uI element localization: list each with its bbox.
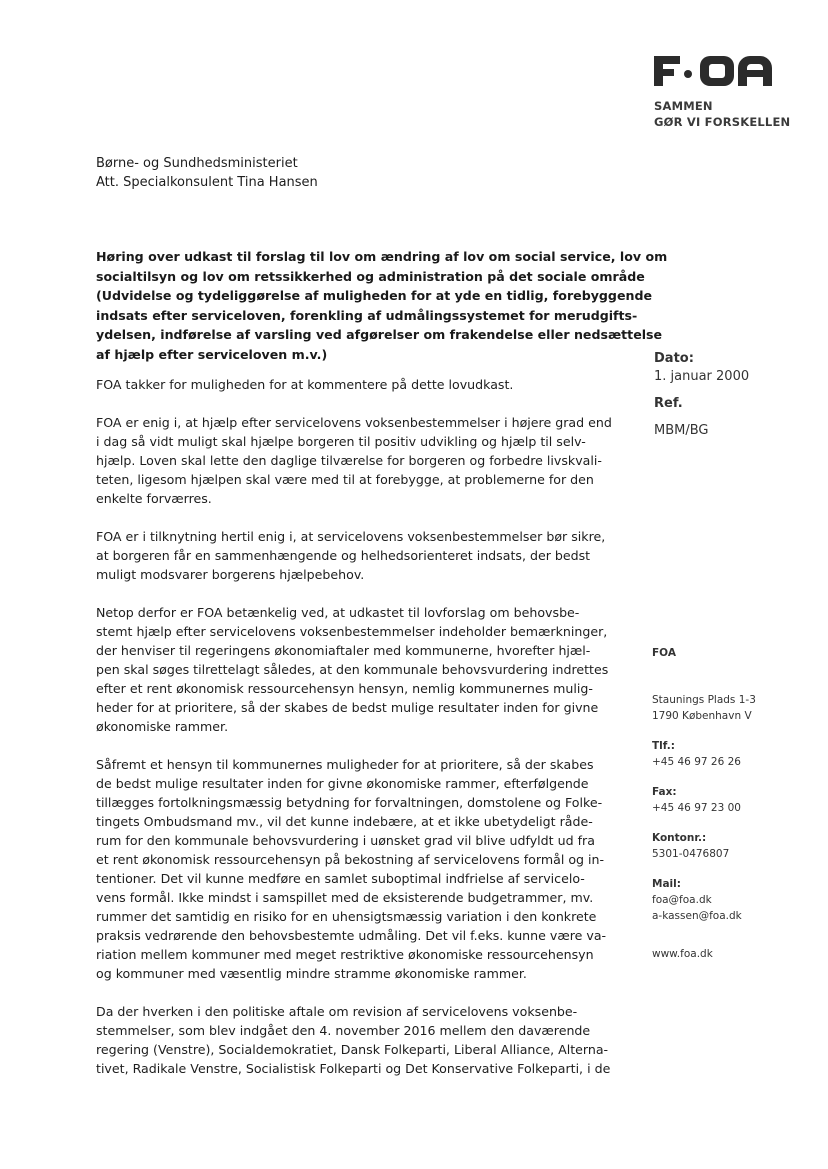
contact-org: FOA: [652, 647, 676, 659]
paragraph-2: [96, 413, 616, 508]
body-line: teten, ligesom hjælpen skal være med til at forebygge, at problemerne for den: [96, 472, 594, 487]
body-line: pen skal søges tilrettelagt således, at den kommunale behovsvurdering indrettes: [96, 662, 609, 677]
paragraph-5: [96, 755, 616, 983]
phone-value: +45 46 97 26 26: [652, 756, 741, 768]
tagline-line-1: SAMMEN: [654, 99, 713, 113]
foa-logo: [652, 54, 776, 88]
logo-tagline: [654, 98, 790, 130]
body-line: efter et rent økonomisk ressourcehensyn hensyn, nemlig kommunernes mulig-: [96, 681, 593, 696]
body-line: praksis vedrørende den behovsbestemte udmåling. Det vil f.eks. kunne være va-: [96, 928, 607, 943]
fax-label: Fax:: [652, 786, 677, 798]
paragraph-3: [96, 527, 616, 584]
date-value: 1. januar 2000: [654, 369, 750, 384]
body-line: tivet, Radikale Venstre, Socialistisk Folkeparti og Det Konservative Folkeparti, i de: [96, 1061, 611, 1076]
recipient-line-1: Børne- og Sundhedsministeriet: [96, 156, 298, 171]
fax-value: +45 46 97 23 00: [652, 802, 741, 814]
body-line: FOA er i tilknytning hertil enig i, at servicelovens voksenbestemmelser bør sikre,: [96, 529, 606, 544]
body-line: FOA er enig i, at hjælp efter servicelovens voksenbestemmelser i højere grad end: [96, 415, 612, 430]
body-line: stemt hjælp efter servicelovens voksenbestemmelser indeholder bemærkninger,: [96, 624, 608, 639]
body-line: de bedst mulige resultater inden for givne økonomiske rammer, efterfølgende: [96, 776, 589, 791]
tagline-line-2: GØR VI FORSKELLEN: [654, 115, 791, 129]
body-line: heder for at prioritere, så der skabes de bedst mulige resultater inden for givne: [96, 700, 599, 715]
ref-value: MBM/BG: [654, 423, 709, 438]
body-line: vens formål. Ikke mindst i samspillet med de eksisterende budgetrammer, mv.: [96, 890, 594, 905]
body-line: riation mellem kommuner med meget restriktive økonomiske ressourcehensyn: [96, 947, 594, 962]
paragraph-6: [96, 1002, 616, 1078]
body-line: i dag så vidt muligt skal hjælpe borgeren til positiv udvikling og hjælp til selv-: [96, 434, 586, 449]
subject-line: Høring over udkast til forslag til lov om ændring af lov om social service, lov om: [96, 249, 668, 264]
body-line: et rent økonomisk ressourcehensyn på bekostning af servicelovens formål og in-: [96, 852, 605, 867]
web-link[interactable]: www.foa.dk: [652, 948, 713, 960]
body-line: tentioner. Det vil kunne medføre en samlet suboptimal indfrielse af servicelo-: [96, 871, 585, 886]
body-line: Netop derfor er FOA betænkelig ved, at udkastet til lovforslag om behovsbe-: [96, 605, 580, 620]
contact-sidebar: [652, 645, 756, 962]
body-line: hjælp. Loven skal lette den daglige tilværelse for borgeren og forbedre livskvali-: [96, 453, 602, 468]
paragraph-1: [96, 375, 616, 394]
foa-logo-graphic: [652, 54, 776, 88]
body-line: rummer det samtidig en risiko for en uhensigtsmæssig variation i den konkrete: [96, 909, 597, 924]
body-line: der henviser til regeringens økonomiaftaler med kommunerne, hvorefter hjæl-: [96, 643, 591, 658]
body-line: Såfremt et hensyn til kommunernes muligheder for at prioritere, så der skabes: [96, 757, 594, 772]
body-line: at borgeren får en sammenhængende og helhedsorienteret indsats, der bedst: [96, 548, 591, 563]
subject-line: af hjælp efter serviceloven m.v.): [96, 346, 328, 362]
body-line: økonomiske rammer.: [96, 719, 229, 734]
letter-meta: [654, 350, 749, 440]
subject-heading: [96, 247, 668, 365]
mail-label: Mail:: [652, 878, 681, 890]
body-line: FOA takker for muligheden for at kommentere på dette lovudkast.: [96, 377, 514, 392]
subject-line: socialtilsyn og lov om retssikkerhed og administration på det sociale område: [96, 268, 645, 284]
body-line: regering (Venstre), Socialdemokratiet, Dansk Folkeparti, Liberal Alliance, Alterna-: [96, 1042, 609, 1057]
body-line: muligt modsvarer borgerens hjælpebehov.: [96, 567, 365, 582]
body-line: rum for den kommunale behovsvurdering i uønsket grad vil blive udfyldt ud fra: [96, 833, 595, 848]
account-label: Kontonr.:: [652, 832, 707, 844]
subject-line: (Udvidelse og tydeliggørelse af muligheden for at yde en tidlig, forebyggende: [96, 288, 653, 304]
account-value: 5301-0476807: [652, 848, 730, 860]
recipient-address: [96, 154, 318, 192]
body-line: Da der hverken i den politiske aftale om revision af servicelovens voksenbe-: [96, 1004, 578, 1019]
body-line: tingets Ombudsmand mv., vil det kunne indebære, at et ikke ubetydeligt råde-: [96, 814, 593, 829]
address-line-2: 1790 København V: [652, 710, 752, 722]
ref-label: Ref.: [654, 396, 683, 411]
recipient-line-2: Att. Specialkonsulent Tina Hansen: [96, 175, 318, 190]
mail-link-foa[interactable]: foa@foa.dk: [652, 894, 712, 906]
date-label: Dato:: [654, 351, 694, 366]
paragraph-4: [96, 603, 616, 736]
body-line: og kommuner med væsentlig mindre stramme økonomiske rammer.: [96, 966, 527, 981]
phone-label: Tlf.:: [652, 740, 675, 752]
letter-body: [96, 375, 616, 1097]
subject-line: indsats efter serviceloven, forenkling af udmålingssystemet for merudgifts-: [96, 307, 638, 323]
subject-line: ydelsen, indførelse af varsling ved afgørelser om frakendelse eller nedsættelse: [96, 327, 663, 343]
body-line: tillægges fortolkningsmæssig betydning for forvaltningen, domstolene og Folke-: [96, 795, 603, 810]
body-line: stemmelser, som blev indgået den 4. november 2016 mellem den daværende: [96, 1023, 591, 1038]
address-line-1: Staunings Plads 1-3: [652, 694, 756, 706]
mail-link-akassen[interactable]: a-kassen@foa.dk: [652, 910, 742, 922]
body-line: enkelte forværres.: [96, 491, 212, 506]
